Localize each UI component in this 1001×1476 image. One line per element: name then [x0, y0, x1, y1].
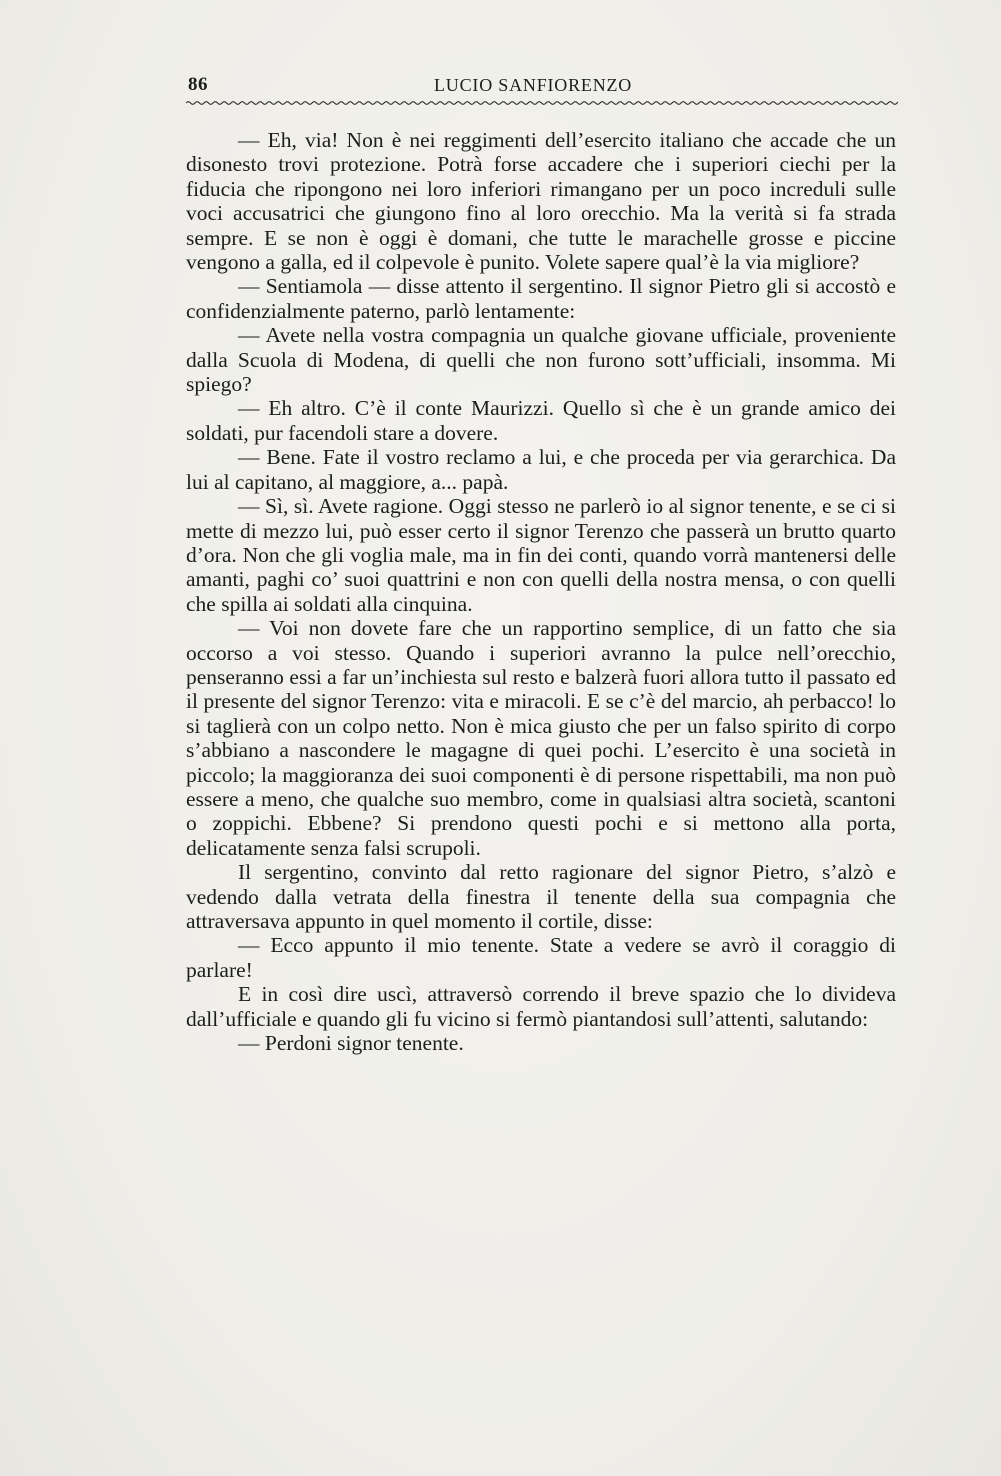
paragraph: — Avete nella vostra compagnia un qualche giovane ufficiale, proveniente dalla Scuola di Modena, di quelli che non furono sott’ufficiali, insomma. Mi spiego? [186, 323, 896, 397]
body-text [186, 128, 896, 1055]
paragraph: — Ecco appunto il mio tenente. State a vedere se avrò il coraggio di parlare! [186, 933, 896, 982]
paragraph: Il sergentino, convinto dal retto ragionare del signor Pietro, s’alzò e vedendo dalla vetrata della finestra il tenente della sua compagnia che attraversava appunto in quel momento il cortile, disse: [186, 860, 896, 933]
paragraph: — Voi non dovete fare che un rapportino semplice, di un fatto che sia occorso a voi stesso. Quando i superiori avranno la pulce nell’orecchio, penseranno essi a far un’inchiesta sul resto e balzerà fuori allora tutto il passato ed il presente del signor Terenzo: vita e miracoli. E se c’è del marcio, ah perbacco! lo si taglierà con un colpo netto. Non è mica giusto che per un falso spirito di corpo s’abbiano a nascondere le magagne di quei pochi. L’esercito è una società in piccolo; la maggioranza dei suoi componenti è di persone rispettabili, ma non può essere a meno, che qualche suo membro, come in qualsiasi altra società, scantoni o zoppichi. Ebbene? Si prendono questi pochi e si mettono alla porta, delicatamente senza falsi scrupoli. [186, 616, 896, 860]
paragraph: — Bene. Fate il vostro reclamo a lui, e che proceda per via gerarchica. Da lui al capitano, al maggiore, a... papà. [186, 445, 896, 494]
paragraph: — Perdoni signor tenente. [238, 1031, 464, 1056]
running-head: LUCIO SANFIORENZO [434, 75, 633, 95]
paragraph: — Sì, sì. Avete ragione. Oggi stesso ne parlerò io al signor tenente, e se ci si mette di mezzo lui, può esser certo il signor Terenzo che passerà un brutto quarto d’ora. Non che gli voglia male, ma in fin dei conti, quando vorrà mantenersi delle amanti, paghi co’ suoi quattrini e non con quelli della nostra mensa, o con quelli che spilla ai soldati alla cinquina. [186, 494, 896, 616]
paragraph: E in così dire uscì, attraversò correndo il breve spazio che lo divideva dall’ufficiale e quando gli fu vicino si fermò piantandosi sull’attenti, salutando: [186, 982, 896, 1031]
page-header [188, 74, 894, 96]
paragraph: — Eh altro. C’è il conte Maurizzi. Quello sì che è un grande amico dei soldati, pur facendoli stare a dovere. [186, 396, 896, 445]
paragraph: — Eh, via! Non è nei reggimenti dell’esercito italiano che accade che un disonesto trovi protezione. Potrà forse accadere che i superiori ciechi per la fiducia che ripongono nei loro inferiori rimangano per un poco increduli sulle voci accusatrici che giungono fino al loro orecchio. Ma la verità si fa strada sempre. E se non è oggi è domani, che tutte le marachelle grosse e piccine vengono a galla, ed il colpevole è punito. Volete sapere qual’è la via migliore? [186, 128, 896, 275]
header-ornament-rule [186, 97, 898, 109]
paragraph: — Sentiamola — disse attento il sergentino. Il signor Pietro gli si accostò e confidenzialmente paterno, parlò lentamente: [186, 274, 896, 323]
page-number: 86 [188, 74, 208, 95]
